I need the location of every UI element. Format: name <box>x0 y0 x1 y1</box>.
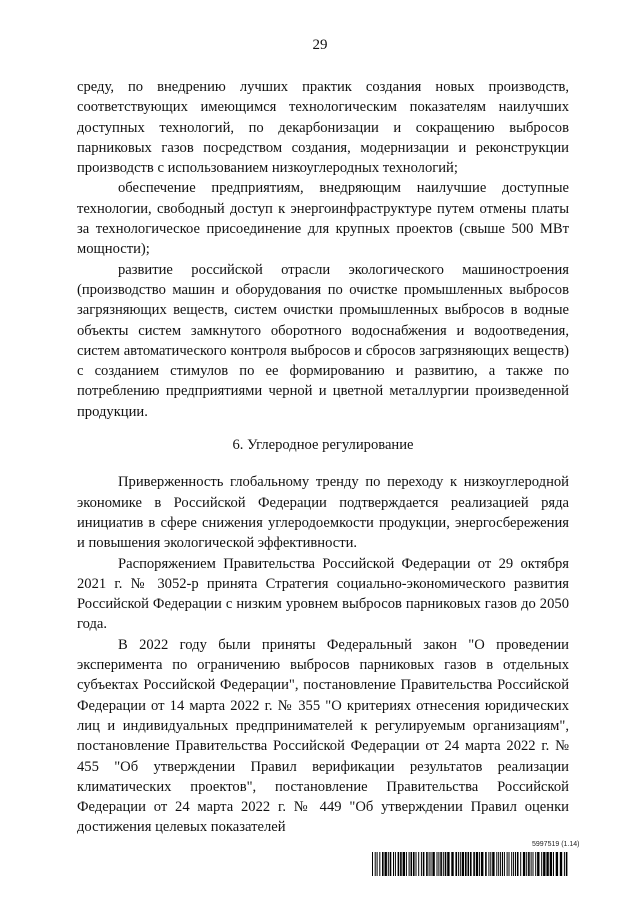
barcode-icon <box>372 852 568 876</box>
section-heading: 6. Углеродное регулирование <box>232 437 414 454</box>
document-body <box>77 77 569 838</box>
paragraph: среду, по внедрению лучших практик создания новых производств, соответствующих имеющимся технологическим показателям наилучших доступных технологий, по декарбонизации и сокращению выбросов парниковых газов посредством создания, модернизации и реконструкции производств с использованием низкоуглеродных технологий; <box>77 79 569 177</box>
paragraph: обеспечение предприятиям, внедряющим наилучшие доступные технологии, свободный доступ к энергоинфраструктуре путем отмены платы за технологическое присоединение для крупных проектов (свыше 500 МВт мощности); <box>77 180 569 258</box>
document-code: 5997519 (1.14) <box>532 841 580 848</box>
paragraph: Распоряжением Правительства Российской Федерации от 29 октября 2021 г. № 3052-р принята Стратегия социально-экономического развития Российской Федерации с низким уровнем выбросов парниковых газов до 2050 года. <box>77 555 569 633</box>
paragraph: Приверженность глобальному тренду по переходу к низкоуглеродной экономике в Российской Федерации подтверждается реализацией ряда инициатив в сфере снижения углеродоемкости продукции, энергосбережения и повышения экологической эффективности. <box>77 474 569 552</box>
paragraph: развитие российской отрасли экологического машиностроения (производство машин и оборудования по очистке промышленных выбросов загрязняющих веществ, систем очистки промышленных выбросов в водные объекты систем замкнутого оборотного водоснабжения и водоотведения, систем автоматического контроля выбросов и сбросов загрязняющих веществ) с созданием стимулов по ее формированию и развитию, а также по потреблению предприятиями черной и цветной металлургии произведенной продукции. <box>77 261 569 420</box>
page-number: 29 <box>312 37 328 53</box>
paragraph: В 2022 году были приняты Федеральный закон "О проведении эксперимента по ограничению выбросов парниковых газов в отдельных субъектах Российской Федерации", постановление Правительства Российской Федерации от 14 марта 2022 г. № 355 "О критериях отнесения юридических лиц и индивидуальных предпринимателей к регулируемым организациям", постановление Правительства Российской Федерации от 24 марта 2022 г. № 455 "Об утверждении Правил верификации результатов реализации климатических проектов", постановление Правительства Российской Федерации от 24 марта 2022 г. № 449 "Об утверждении Правил оценки достижения целевых показателей <box>77 636 569 836</box>
